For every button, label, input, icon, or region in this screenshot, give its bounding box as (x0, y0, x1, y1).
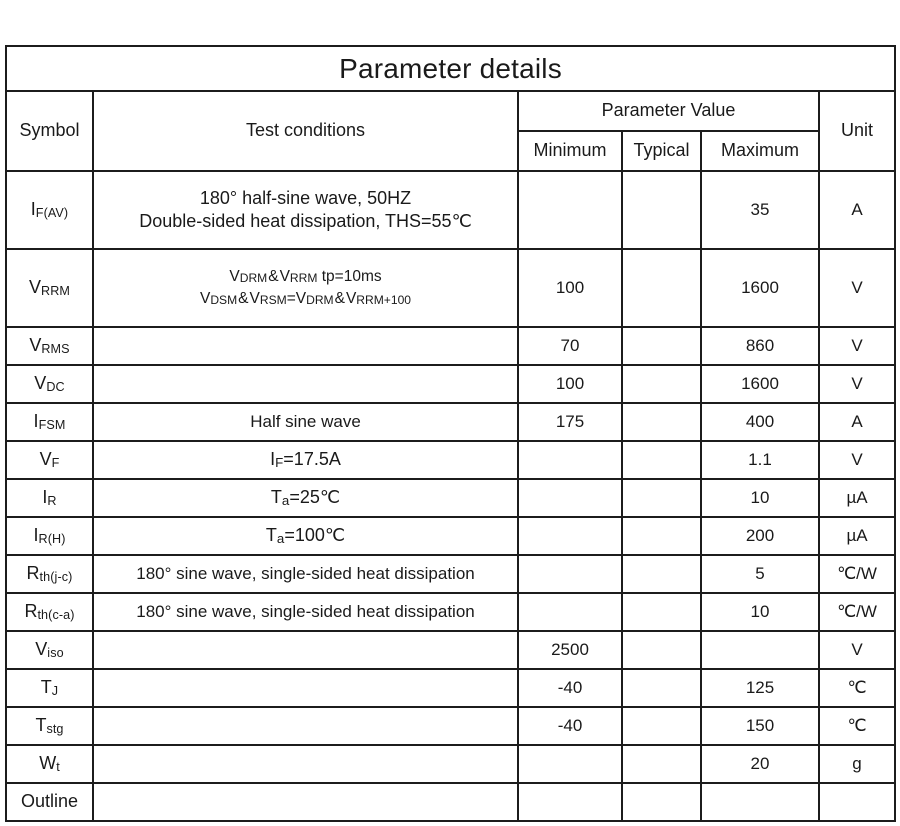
row-typical (622, 365, 701, 403)
table-row (6, 327, 895, 365)
row-typical (622, 479, 701, 517)
row-unit: V (819, 365, 895, 403)
table-row (6, 403, 895, 441)
symbol-base: V (39, 449, 52, 470)
symbol-subscript: RRM (41, 284, 70, 299)
row-symbol (6, 327, 93, 365)
row-symbol (6, 403, 93, 441)
row-maximum: 1600 (701, 249, 819, 327)
row-maximum: 35 (701, 171, 819, 249)
header-typical: Typical (622, 131, 701, 171)
table-row (6, 555, 895, 593)
row-maximum: 20 (701, 745, 819, 783)
row-minimum: 70 (518, 327, 622, 365)
symbol-subscript: th(j-c) (39, 570, 73, 585)
row-symbol (6, 555, 93, 593)
table-row (6, 171, 895, 249)
symbol-base: R (26, 563, 40, 584)
row-unit: g (819, 745, 895, 783)
table-row (6, 365, 895, 403)
row-minimum: -40 (518, 707, 622, 745)
symbol-subscript: DC (46, 380, 65, 395)
condition-line-2: Double-sided heat dissipation, THS=55℃ (139, 211, 472, 231)
symbol-base: I (42, 487, 48, 508)
symbol-base: R (24, 601, 38, 622)
row-typical (622, 745, 701, 783)
row-condition (93, 365, 518, 403)
table-row (6, 479, 895, 517)
row-condition (93, 171, 518, 249)
table-header-row-top (6, 91, 895, 131)
table-row (6, 517, 895, 555)
row-symbol (6, 171, 93, 249)
row-unit: A (819, 403, 895, 441)
row-typical (622, 631, 701, 669)
row-symbol (6, 517, 93, 555)
symbol-subscript: F(AV) (35, 206, 69, 221)
row-minimum: 100 (518, 365, 622, 403)
table-row (6, 441, 895, 479)
row-symbol (6, 669, 93, 707)
row-typical (622, 707, 701, 745)
row-minimum (518, 593, 622, 631)
row-minimum (518, 517, 622, 555)
table-row (6, 249, 895, 327)
row-minimum: 100 (518, 249, 622, 327)
row-condition (93, 669, 518, 707)
table-row (6, 745, 895, 783)
row-maximum: 200 (701, 517, 819, 555)
row-symbol (6, 631, 93, 669)
row-unit: µA (819, 517, 895, 555)
row-minimum (518, 783, 622, 821)
symbol-base: T (35, 715, 47, 736)
row-condition (93, 631, 518, 669)
row-symbol (6, 479, 93, 517)
page-title: Parameter details (6, 46, 895, 91)
row-symbol (6, 707, 93, 745)
row-typical (622, 669, 701, 707)
symbol-base: V (29, 277, 42, 298)
row-condition (93, 783, 518, 821)
condition-line-2: $V_{DSM}\&V_{RSM}=V_{DRM}\&V_{RRM+100}$ (199, 290, 412, 308)
header-symbol: Symbol (6, 91, 93, 171)
row-unit: V (819, 441, 895, 479)
row-maximum: 1600 (701, 365, 819, 403)
symbol-subscript: RMS (41, 342, 70, 357)
condition-line-1: 180° half-sine wave, 50HZ (199, 187, 412, 208)
symbol-base: I (33, 411, 39, 432)
symbol-base: T (40, 677, 52, 698)
parameter-table-container (5, 45, 894, 822)
row-minimum: -40 (518, 669, 622, 707)
symbol-subscript: th(c-a) (37, 608, 75, 623)
row-symbol (6, 593, 93, 631)
table-title-row (6, 46, 895, 91)
symbol-subscript: R (47, 494, 57, 509)
row-maximum (701, 631, 819, 669)
row-condition: Half sine wave (93, 403, 518, 441)
row-maximum: 1.1 (701, 441, 819, 479)
symbol-base: I (33, 525, 39, 546)
symbol-base: Outline (20, 791, 79, 812)
row-minimum (518, 171, 622, 249)
row-minimum: 175 (518, 403, 622, 441)
symbol-base: I (30, 199, 36, 220)
row-condition (93, 249, 518, 327)
row-condition: $T_a=25℃$ (93, 479, 518, 517)
row-typical (622, 783, 701, 821)
symbol-subscript: FSM (38, 418, 66, 433)
row-maximum: 5 (701, 555, 819, 593)
row-unit (819, 783, 895, 821)
row-condition: 180° sine wave, single-sided heat dissipation (93, 593, 518, 631)
header-test-conditions: Test conditions (93, 91, 518, 171)
row-minimum (518, 745, 622, 783)
row-typical (622, 441, 701, 479)
row-typical (622, 555, 701, 593)
row-unit: ℃ (819, 669, 895, 707)
row-unit: µA (819, 479, 895, 517)
row-typical (622, 593, 701, 631)
row-unit: ℃/W (819, 593, 895, 631)
row-minimum (518, 555, 622, 593)
symbol-subscript: F (51, 456, 60, 471)
symbol-subscript: stg (46, 722, 64, 737)
row-condition: $I_F=17.5A$ (93, 441, 518, 479)
symbol-base: V (29, 335, 42, 356)
row-maximum: 10 (701, 593, 819, 631)
row-unit: ℃/W (819, 555, 895, 593)
row-maximum: 150 (701, 707, 819, 745)
row-unit: V (819, 327, 895, 365)
row-typical (622, 327, 701, 365)
header-unit: Unit (819, 91, 895, 171)
header-parameter-value: Parameter Value (518, 91, 819, 131)
row-symbol (6, 249, 93, 327)
row-minimum (518, 479, 622, 517)
row-maximum: 860 (701, 327, 819, 365)
table-row (6, 669, 895, 707)
row-typical (622, 517, 701, 555)
row-minimum: 2500 (518, 631, 622, 669)
table-row (6, 631, 895, 669)
row-typical (622, 403, 701, 441)
row-symbol (6, 745, 93, 783)
symbol-base: V (35, 639, 48, 660)
row-symbol (6, 783, 93, 821)
row-unit: V (819, 631, 895, 669)
row-condition (93, 745, 518, 783)
row-typical (622, 249, 701, 327)
row-condition: $T_a=100℃$ (93, 517, 518, 555)
row-maximum (701, 783, 819, 821)
row-condition (93, 327, 518, 365)
row-unit: ℃ (819, 707, 895, 745)
symbol-subscript: iso (47, 646, 64, 661)
table-row (6, 707, 895, 745)
header-maximum: Maximum (701, 131, 819, 171)
symbol-subscript: J (51, 684, 59, 699)
table-row (6, 593, 895, 631)
row-minimum (518, 441, 622, 479)
symbol-base: W (39, 753, 57, 774)
row-condition (93, 707, 518, 745)
row-maximum: 10 (701, 479, 819, 517)
row-typical (622, 171, 701, 249)
row-symbol (6, 441, 93, 479)
row-unit: A (819, 171, 895, 249)
condition-line-1: $V_{DRM}\&V_{RRM}$ tp=10ms (229, 268, 382, 286)
parameter-details-table (5, 45, 896, 822)
row-maximum: 125 (701, 669, 819, 707)
symbol-base: V (34, 373, 47, 394)
symbol-subscript: R(H) (38, 532, 66, 547)
row-condition: 180° sine wave, single-sided heat dissipation (93, 555, 518, 593)
row-maximum: 400 (701, 403, 819, 441)
symbol-subscript: t (56, 760, 60, 775)
row-symbol (6, 365, 93, 403)
header-minimum: Minimum (518, 131, 622, 171)
table-row (6, 783, 895, 821)
row-unit: V (819, 249, 895, 327)
